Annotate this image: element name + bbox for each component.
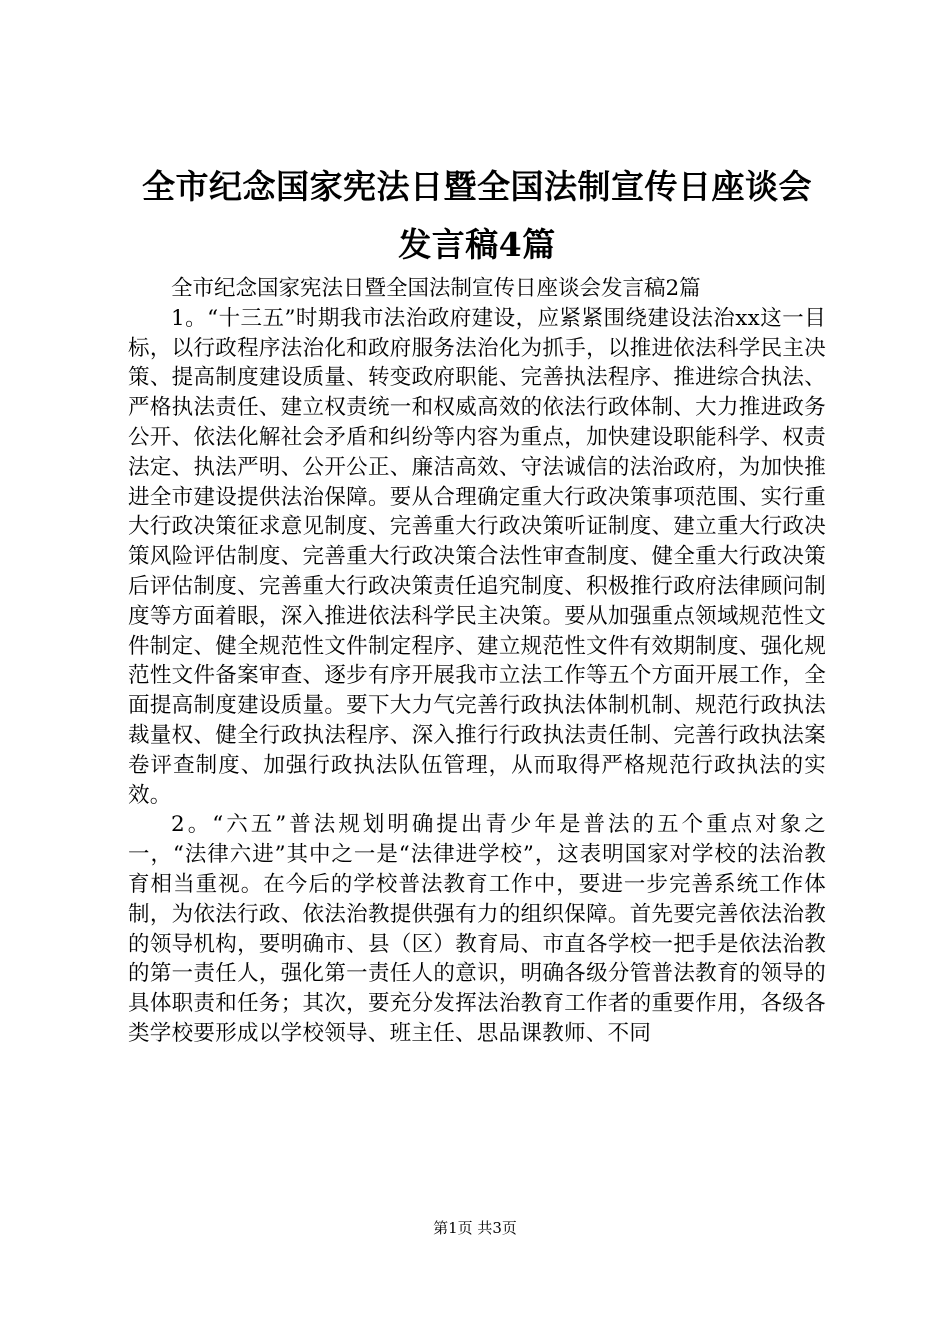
document-body: [128, 304, 826, 1049]
document-page: [128, 158, 826, 1049]
title-line-2: 发言稿4篇: [398, 225, 556, 264]
page-number: 第1页 共3页: [433, 1219, 517, 1237]
paragraph-2: 2。“六五”普法规划明确提出青少年是普法的五个重点对象之一，“法律六进”其中之一是“法律进学校”，这表明国家对学校的法治教育相当重视。在今后的学校普法教育工作中，要进一步完善系统工作体制，为依法行政、依法治教提供强有力的组织保障。首先要完善依法治教的领导机构，要明确市、县（区）教育局、市直各学校一把手是依法治教的第一责任人，强化第一责任人的意识，明确各级分管普法教育的领导的具体职责和任务；其次，要充分发挥法治教育工作者的重要作用，各级各类学校要形成以学校领导、班主任、思品课教师、不同: [128, 812, 826, 1046]
paragraph-1: 1。“十三五”时期我市法治政府建设，应紧紧围绕建设法治xx这一目标，以行政程序法治化和政府服务法治化为抓手，以推进依法科学民主决策、提高制度建设质量、转变政府职能、完善执法程序、推进综合执法、严格执法责任、建立权责统一和权威高效的依法行政体制、大力推进政务公开、依法化解社会矛盾和纠纷等内容为重点，加快建设职能科学、权责法定、执法严明、公开公正、廉洁高效、守法诚信的法治政府，为加快推进全市建设提供法治保障。要从合理确定重大行政决策事项范围、实行重大行政决策征求意见制度、完善重大行政决策听证制度、建立重大行政决策风险评估制度、完善重大行政决策合法性审查制度、健全重大行政决策后评估制度、完善重大行政决策责任追究制度、积极推行政府法律顾问制度等方面着眼，深入推进依法科学民主决策。要从加强重点领域规范性文件制定、健全规范性文件制定程序、建立规范性文件有效期制度、强化规范性文件备案审查、逐步有序开展我市立法工作等五个方面开展工作，全面提高制度建设质量。要下大力气完善行政执法体制机制、规范行政执法裁量权、健全行政执法程序、深入推行行政执法责任制、完善行政执法案卷评查制度、加强行政执法队伍管理，从而取得严格规范行政执法的实效。: [128, 305, 826, 808]
document-title: [128, 158, 826, 274]
document-subtitle: 全市纪念国家宪法日暨全国法制宣传日座谈会发言稿2篇: [171, 276, 701, 301]
title-line-1: 全市纪念国家宪法日暨全国法制宣传日座谈会: [142, 167, 812, 206]
page-footer: [0, 1218, 950, 1238]
